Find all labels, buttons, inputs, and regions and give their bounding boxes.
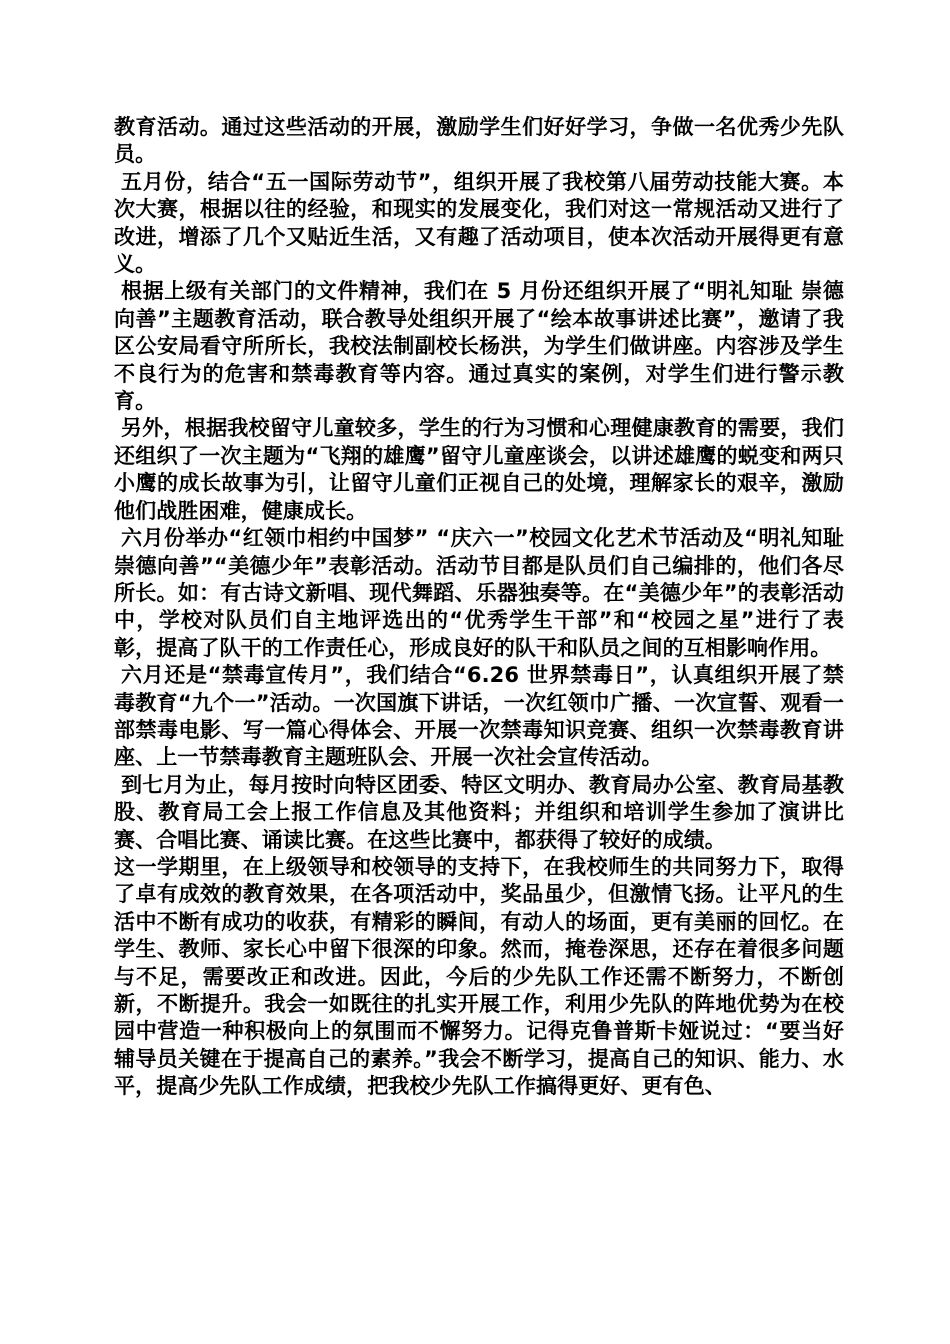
paragraph-7: 到七月为止，每月按时向特区团委、特区文明办、教育局办公室、教育局基教股、教育局工会上报工作信息及其他资料；并组织和培训学生参加了演讲比赛、合唱比赛、诵读比赛。在这些比赛中，都获得了较好的成绩。 — [114, 772, 844, 852]
paragraph-5: 六月份举办“红领巾相约中国梦” “庆六一”校园文化艺术节活动及“明礼知耻 崇德向善”“美德少年”表彰活动。活动节目都是队员们自己编排的，他们各尽所长。如：有古诗文新唱、现代舞蹈、乐器独奏等。在“美德少年”的表彰活动中，学校对队员们自主地评选出的“优秀学生干部”和“校园之星”进行了表彰，提高了队干的工作责任心，形成良好的队干和队员之间的互相影响作用。 — [114, 526, 844, 660]
document-page — [114, 114, 844, 1224]
paragraph-6: 六月还是“禁毒宣传月”，我们结合“6.26 世界禁毒日”，认真组织开展了禁毒教育“九个一”活动。一次国旗下讲话，一次红领巾广播、一次宣誓、观看一部禁毒电影、写一篇心得体会、开展一次禁毒知识竞赛、组织一次禁毒教育讲座、上一节禁毒教育主题班队会、开展一次社会宣传活动。 — [114, 663, 844, 770]
paragraph-4: 另外，根据我校留守儿童较多，学生的行为习惯和心理健康教育的需要，我们还组织了一次主题为“飞翔的雄鹰”留守儿童座谈会，以讲述雄鹰的蜕变和两只小鹰的成长故事为引，让留守儿童们正视自己的处境，理解家长的艰辛，激励他们战胜困难，健康成长。 — [114, 416, 844, 523]
paragraph-1: 教育活动。通过这些活动的开展，激励学生们好好学习，争做一名优秀少先队员。 — [114, 115, 844, 167]
paragraph-2: 五月份，结合“五一国际劳动节”，组织开展了我校第八届劳动技能大赛。本次大赛，根据以往的经验，和现实的发展变化，我们对这一常规活动又进行了改进，增添了几个又贴近生活，又有趣了活动项目，使本次活动开展得更有意义。 — [114, 169, 844, 277]
paragraph-8: 这一学期里，在上级领导和校领导的支持下，在我校师生的共同努力下，取得了卓有成效的教育效果，在各项活动中，奖品虽少，但激情飞扬。让平凡的生活中不断有成功的收获，有精彩的瞬间，有动人的场面，更有美丽的回忆。在学生、教师、家长心中留下很深的印象。然而，掩卷深思，还存在着很多问题与不足，需要改正和改进。因此，今后的少先队工作还需不断努力，不断创新，不断提升。我会一如既往的扎实开展工作，利用少先队的阵地优势为在校园中营造一种积极向上的氛围而不懈努力。记得克鲁普斯卡娅说过：“要当好辅导员关键在于提高自己的素养。”我会不断学习，提高自己的知识、能力、水平，提高少先队工作成绩，把我校少先队工作搞得更好、更有色、 — [114, 854, 844, 1099]
paragraph-3: 根据上级有关部门的文件精神，我们在 5 月份还组织开展了“明礼知耻 崇德向善”主题教育活动，联合教导处组织开展了“绘本故事讲述比赛”，邀请了我区公安局看守所所长，我校法制副校长杨洪，为学生们做讲座。内容涉及学生不良行为的危害和禁毒教育等内容。通过真实的案例，对学生们进行警示教育。 — [114, 279, 844, 414]
